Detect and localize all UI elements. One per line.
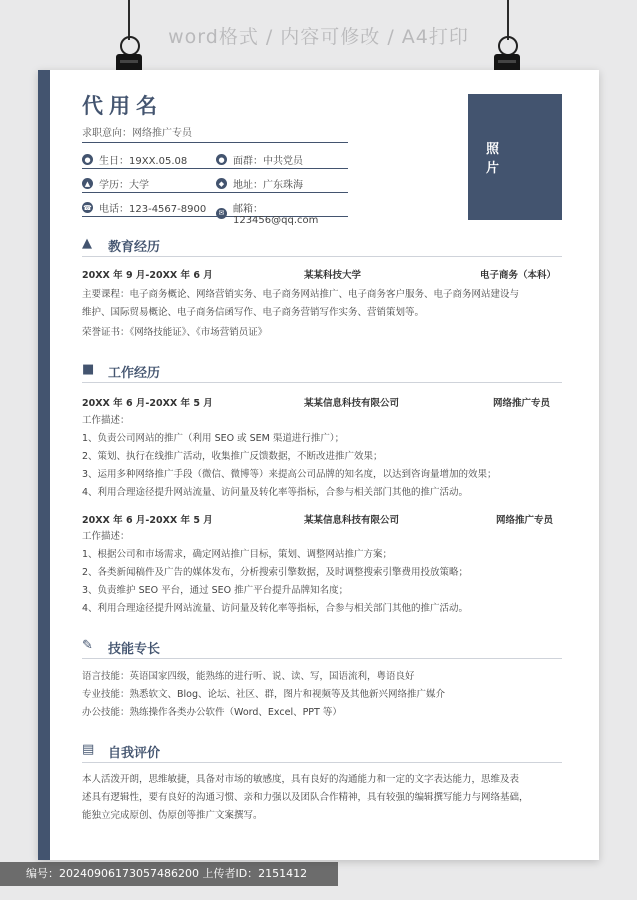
job-1-header-row: [82, 395, 562, 409]
top-caption: word格式 / 内容可修改 / A4打印: [168, 26, 469, 48]
info-birthday: 生日：19XX.05.08: [99, 156, 188, 167]
upload-footer: 编号：20240906173057486200 上传者ID：2151412: [0, 862, 338, 886]
photo-placeholder: 照 片: [468, 94, 562, 220]
resume-name: 代用名: [82, 94, 163, 118]
hanging-wire-left: [128, 0, 130, 40]
pencil-edit-icon: ✎: [82, 638, 93, 653]
education-major: 电子商务（本科）: [480, 270, 557, 281]
phone-icon: ☎: [83, 203, 92, 212]
education-courses: 主要课程：电子商务概论、网络营销实务、电子商务网站推广、电子商务客户服务、电子商务网站建设与 维护、国际贸易概论、电子商务信函写作、电子商务营销写作实务、营销策划等。 荣誉证书：《网络技能证》、《市场营销员证》: [82, 286, 564, 342]
section-self-evaluation: [82, 742, 562, 763]
resume-paper: [38, 70, 599, 860]
education-honors: 荣誉证书：《网络技能证》、《市场营销员证》: [82, 327, 268, 338]
cap-icon: ▲: [82, 178, 93, 189]
section-title: 技能专长: [108, 642, 161, 657]
skills-list: 语言技能：英语国家四级，能熟练的进行听、说、读、写，国语流利，粤语良好 专业技能：熟悉软文、Blog、论坛、社区、群，图片和视频等及其他新兴网络推广媒介 办公技能：熟练操作各类办公软件（Word、Excel、PPT 等）: [82, 671, 446, 718]
briefcase-icon: ■: [82, 362, 95, 377]
job-1-description: 工作描述： 1、负责公司网站的推广（利用 SEO 或 SEM 渠道进行推广）； 2、策划、执行在线推广活动，收集推广反馈数据，不断改进推广效果； 3、运用多种网络推广手段（微信、微博等）来提高公司品牌的知名度，以达到咨询量增加的效果； 4、利用合理途径提升网站流量、访问量及转化率等指标，合参与相关部门其他的推广活动。: [82, 415, 497, 498]
info-political: 面群：中共党员: [233, 156, 303, 167]
job-objective: 求职意向：网络推广专员: [82, 124, 348, 143]
section-education: [82, 236, 562, 257]
section-skills: [82, 638, 562, 659]
info-row-2: [82, 174, 348, 193]
section-title: 工作经历: [108, 366, 161, 381]
accent-side-bar: [38, 70, 50, 860]
job-2-description: 工作描述： 1、根据公司和市场需求，确定网站推广目标，策划、调整网站推广方案； 2、各类新闻稿件及广告的媒体发布，分析搜索引擎数据，及时调整搜索引擎费用投放策略； 3、负责维护 SEO 平台，通过 SEO 推广平台提升品牌知名度； 4、利用合理途径提升网站流量、访问量及转化率等指标，合参与相关部门其他的推广活动。: [82, 531, 469, 614]
education-school: 某某科技大学: [304, 270, 362, 281]
info-education: 学历：大学: [99, 180, 149, 191]
education-header-row: [82, 267, 562, 281]
job-2-company: 某某信息科技有限公司: [304, 515, 400, 526]
info-email: 邮箱：123456@qq.com: [232, 204, 319, 226]
person-icon: ●: [82, 154, 93, 165]
document-icon: ▤: [82, 742, 95, 757]
graduation-cap-icon: ▲: [82, 236, 92, 251]
section-title: 教育经历: [108, 240, 161, 255]
section-title: 自我评价: [108, 746, 161, 761]
job-1-date: 20XX 年 6 月-20XX 年 5 月: [82, 398, 213, 409]
job-2-position: 网络推广专员: [496, 515, 554, 526]
mail-icon: ✉: [216, 208, 227, 219]
info-phone: 电话：123-4567-8900: [99, 204, 207, 215]
education-date: 20XX 年 9 月-20XX 年 6 月: [82, 270, 213, 281]
group-icon: ●: [216, 154, 227, 165]
job-1-company: 某某信息科技有限公司: [304, 398, 400, 409]
self-evaluation-text: 本人活泼开朗，思维敏捷，具备对市场的敏感度，具有良好的沟通能力和一定的文字表达能力，思维及表 述具有逻辑性，要有良好的沟通习惯、亲和力强以及团队合作精神，具有较强的编辑撰写能力与网络基础， 能独立完成原创、伪原创等推广文案撰写。: [82, 774, 529, 821]
info-address: 地址：广东珠海: [233, 180, 303, 191]
location-icon: ◆: [216, 178, 227, 189]
job-2-date: 20XX 年 6 月-20XX 年 5 月: [82, 515, 213, 526]
info-row-3: [82, 198, 348, 226]
job-2-header-row: [82, 512, 562, 526]
section-work: [82, 362, 562, 383]
info-row-1: [82, 150, 348, 169]
job-1-position: 网络推广专员: [493, 398, 551, 409]
hanging-wire-right: [507, 0, 509, 40]
